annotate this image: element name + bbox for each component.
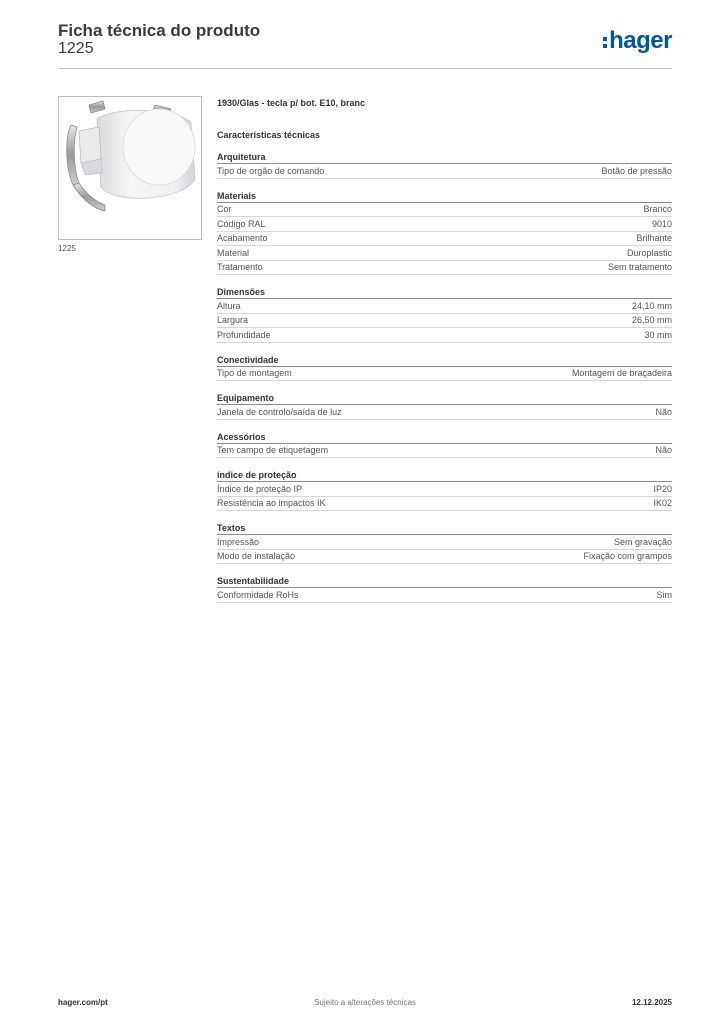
spec-label: Acabamento — [217, 233, 268, 244]
spec-value: 9010 — [651, 218, 672, 229]
logo-dots-icon — [603, 37, 607, 48]
spec-label: Cor — [217, 204, 232, 215]
spec-label: Tem campo de etiquetagem — [217, 445, 329, 456]
spec-row — [217, 246, 672, 261]
push-button-key-icon — [59, 97, 201, 239]
product-code: 1225 — [58, 40, 94, 57]
spec-row — [217, 482, 672, 497]
spec-label: Janela de controlo/saída de luz — [217, 406, 342, 417]
header-divider — [58, 68, 672, 69]
spec-value: Branco — [643, 204, 672, 215]
spec-label: Profundidade — [217, 329, 271, 340]
spec-label: Tipo de montagem — [217, 368, 292, 379]
technical-characteristics-heading: Características técnicas — [217, 130, 321, 140]
section-title: Materiais — [217, 190, 672, 203]
spec-value: Montagem de braçadeira — [571, 368, 672, 379]
section-title: Acessórios — [217, 431, 672, 444]
section-title: índice de proteção — [217, 469, 672, 482]
spec-value: Sem tratamento — [607, 262, 672, 273]
spec-value: Duroplastic — [626, 247, 672, 258]
spec-section — [217, 190, 672, 276]
spec-value: Fixação com grampos — [583, 551, 672, 562]
spec-row — [217, 164, 672, 179]
spec-value: 24,10 mm — [631, 300, 672, 311]
section-title: Textos — [217, 522, 672, 535]
product-image — [58, 96, 202, 240]
spec-section — [217, 431, 672, 459]
spec-row — [217, 203, 672, 218]
section-title: Conectividade — [217, 354, 672, 367]
spec-row — [217, 217, 672, 232]
spec-label: Índice de proteção IP — [217, 483, 303, 494]
spec-section — [217, 575, 672, 603]
spec-row — [217, 405, 672, 420]
spec-label: Conformidade RoHs — [217, 589, 299, 600]
spec-label: Código RAL — [217, 218, 266, 229]
spec-row — [217, 314, 672, 329]
spec-label: Tipo de orgão de comando — [217, 165, 325, 176]
spec-value: IK02 — [653, 498, 672, 509]
spec-row — [217, 232, 672, 247]
spec-row — [217, 261, 672, 276]
spec-label: Largura — [217, 315, 249, 326]
spec-value: Botão de pressão — [601, 165, 672, 176]
spec-value: Sem gravação — [613, 536, 672, 547]
spec-row — [217, 299, 672, 314]
page-footer — [58, 998, 672, 1010]
image-caption: 1225 — [58, 244, 76, 253]
footer-website: hager.com/pt — [58, 998, 108, 1007]
spec-sections — [217, 151, 672, 603]
spec-value: Brilhante — [636, 233, 672, 244]
spec-section — [217, 522, 672, 564]
spec-content — [217, 96, 672, 614]
spec-value: Não — [655, 445, 672, 456]
spec-row — [217, 367, 672, 382]
section-title: Sustentabilidade — [217, 575, 672, 588]
spec-label: Resistência ao impactos IK — [217, 498, 326, 509]
spec-value: Sim — [656, 589, 672, 600]
spec-section — [217, 392, 672, 420]
hager-logo — [603, 27, 672, 55]
spec-row — [217, 588, 672, 603]
spec-section — [217, 286, 672, 343]
spec-value: IP20 — [653, 483, 672, 494]
spec-row — [217, 535, 672, 550]
footer-notice: Sujeito a alterações técnicas — [314, 998, 416, 1007]
spec-label: Modo de instalação — [217, 551, 296, 562]
spec-section — [217, 354, 672, 382]
spec-value: 26,50 mm — [631, 315, 672, 326]
section-title: Equipamento — [217, 392, 672, 405]
spec-label: Impressão — [217, 536, 260, 547]
spec-row — [217, 550, 672, 565]
document-title: Ficha técnica do produto — [58, 21, 261, 40]
spec-section — [217, 151, 672, 179]
spec-value: Não — [655, 406, 672, 417]
spec-row — [217, 444, 672, 459]
section-title: Arquitetura — [217, 151, 672, 164]
spec-row — [217, 328, 672, 343]
spec-label: Altura — [217, 300, 241, 311]
spec-row — [217, 497, 672, 512]
page-header — [58, 20, 672, 68]
product-name: 1930/Glas - tecla p/ bot. E10, branc — [217, 98, 366, 108]
footer-date: 12.12.2025 — [631, 998, 672, 1007]
logo-text: hager — [609, 27, 672, 54]
spec-section — [217, 469, 672, 511]
spec-value: 30 mm — [644, 329, 672, 340]
section-title: Dimensões — [217, 286, 672, 299]
spec-label: Tratamento — [217, 262, 263, 273]
spec-label: Material — [217, 247, 250, 258]
